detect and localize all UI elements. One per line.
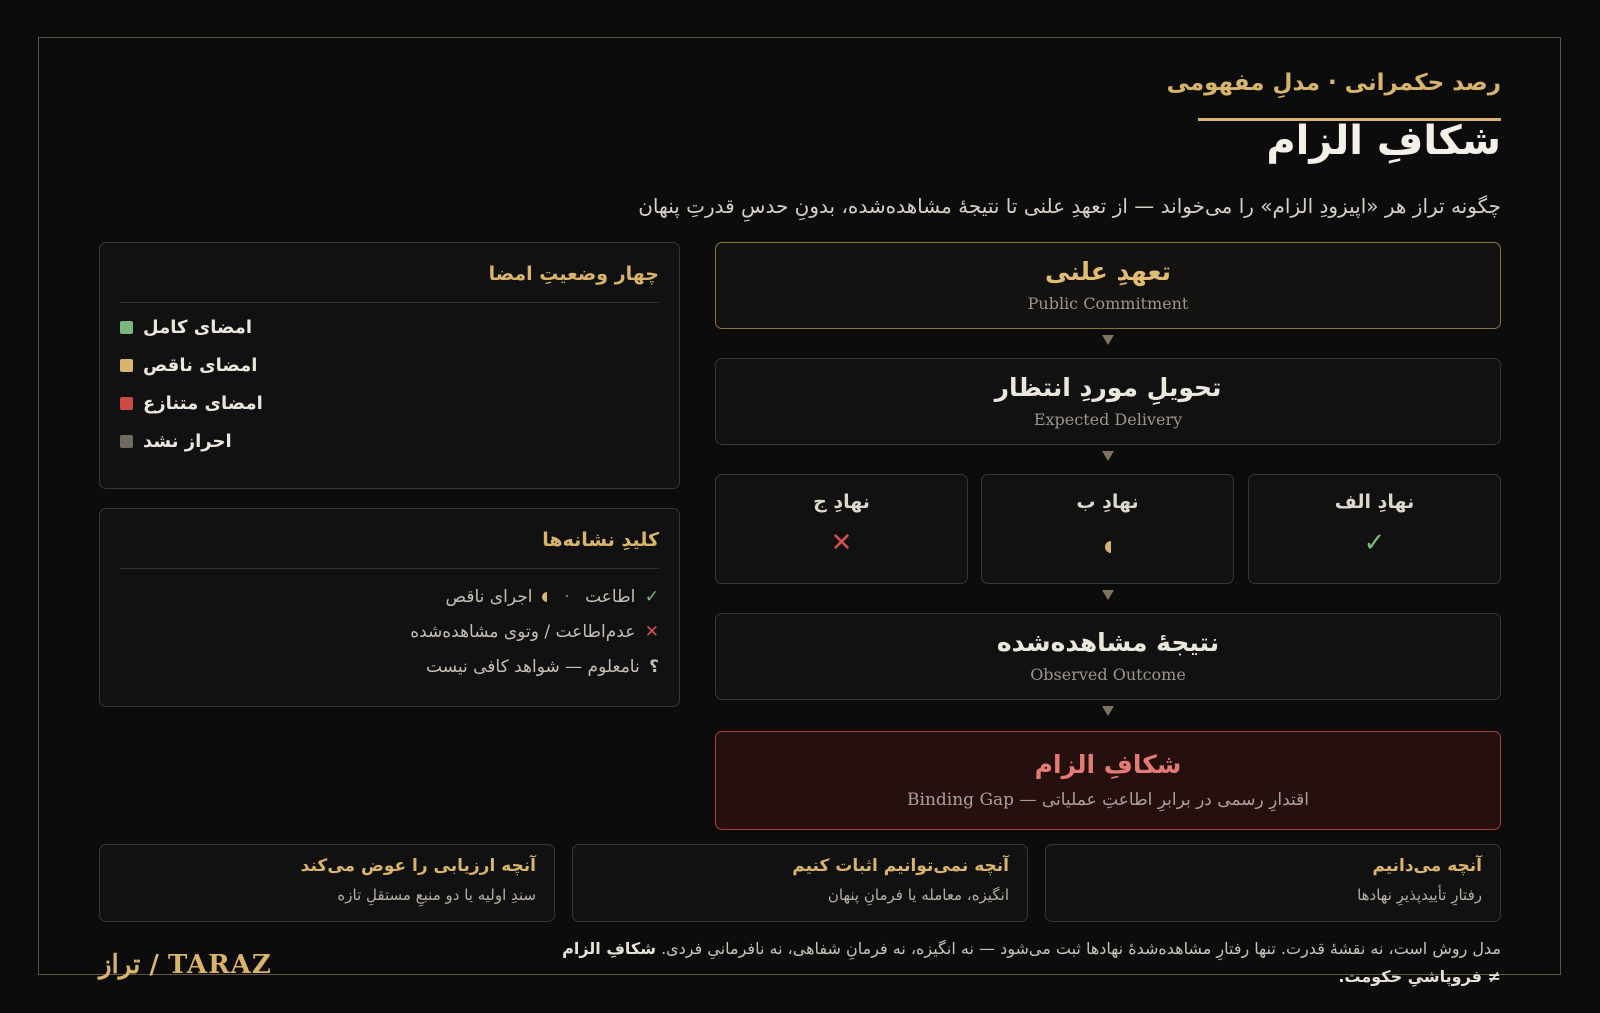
brand-logo: تراز / TARAZ xyxy=(99,950,272,980)
flow-box-binding-gap xyxy=(715,731,1501,830)
key-label: اطاعت xyxy=(585,587,636,607)
flow-box-delivery xyxy=(715,358,1501,445)
cross-icon: ✕ xyxy=(830,528,853,558)
key-label: عدم‌اطاعت / وتوی مشاهده‌شده xyxy=(410,622,636,642)
footnote xyxy=(551,935,1501,991)
institution-box-c xyxy=(715,474,968,584)
key-title: کلیدِ نشانه‌ها xyxy=(542,529,659,551)
legend-label: امضای ناقص xyxy=(143,355,258,376)
divider xyxy=(120,568,659,569)
divider xyxy=(120,302,659,303)
flow-box-outcome xyxy=(715,613,1501,700)
legend-item xyxy=(120,317,252,338)
legend-panel xyxy=(99,242,680,489)
card-title: آنچه ارزیابی را عوض می‌کند xyxy=(300,856,536,876)
swatch-icon xyxy=(120,435,133,448)
arrow-down-icon xyxy=(1102,706,1114,716)
gap-subtitle: اقتدارِ رسمی در برابرِ اطاعتِ عملیاتی — Binding Gap xyxy=(907,790,1309,810)
institution-name: نهادِ ب xyxy=(1076,491,1139,513)
swatch-icon xyxy=(120,397,133,410)
question-icon: ؟ xyxy=(649,657,659,677)
key-row-unknown xyxy=(426,657,659,677)
arrow-down-icon xyxy=(1102,590,1114,600)
commitment-subtitle: Public Commitment xyxy=(1027,294,1189,313)
institution-box-b xyxy=(981,474,1234,584)
card-text: رفتارِ تأییدپذیرِ نهادها xyxy=(1357,886,1482,904)
key-row-compliance xyxy=(446,587,659,607)
swatch-icon xyxy=(120,359,133,372)
key-label: نامعلوم — شواهد کافی نیست xyxy=(426,657,640,677)
commitment-title: تعهدِ علنی xyxy=(1045,257,1171,286)
card-title: آنچه می‌دانیم xyxy=(1372,856,1482,876)
outcome-subtitle: Observed Outcome xyxy=(1030,665,1186,684)
footnote-text: مدل روش است، نه نقشهٔ قدرت. تنها رفتارِ مشاهده‌شدهٔ نهادها ثبت می‌شود — نه انگیزه، نه فرمانِ شفاهی، نه نافرمانیِ فردی. xyxy=(661,939,1501,958)
footnote-emphasis: شکافِ الزام ≠ فروپاشیِ حکومت. xyxy=(562,939,1501,986)
card-what-we-cannot-prove xyxy=(572,844,1028,922)
legend-label: امضای کامل xyxy=(143,317,253,338)
swatch-icon xyxy=(120,321,133,334)
outcome-title: نتیجهٔ مشاهده‌شده xyxy=(996,628,1220,657)
key-panel xyxy=(99,508,680,707)
legend-label: امضای متنازع xyxy=(143,393,263,414)
legend-label: احراز نشد xyxy=(143,431,232,452)
kicker: رصد حکمرانی · مدلِ مفهومی xyxy=(1166,70,1501,96)
flow-box-commitment xyxy=(715,242,1501,329)
cross-icon: ✕ xyxy=(644,622,659,642)
key-label: اجرای ناقص xyxy=(445,587,533,607)
check-icon: ✓ xyxy=(1363,528,1386,558)
institution-box-a xyxy=(1248,474,1501,584)
card-text: انگیزه، معامله یا فرمانِ پنهان xyxy=(827,886,1009,904)
card-what-changes-assessment xyxy=(99,844,555,922)
institution-name: نهادِ الف xyxy=(1334,491,1415,513)
legend-item xyxy=(120,431,232,452)
legend-item xyxy=(120,393,263,414)
card-what-we-know xyxy=(1045,844,1501,922)
arrow-down-icon xyxy=(1102,335,1114,345)
card-text: سندِ اولیه یا دو منبعِ مستقلِ تازه xyxy=(337,886,536,904)
key-row-noncompliance xyxy=(410,622,659,642)
delivery-title: تحویلِ موردِ انتظار xyxy=(994,373,1222,402)
separator: · xyxy=(564,587,570,607)
legend-title: چهار وضعیتِ امضا xyxy=(488,263,659,285)
page-subtitle: چگونه تراز هر «اپیزودِ الزام» را می‌خواند — از تعهدِ علنی تا نتیجهٔ مشاهده‌شده، بدونِ حدسِ قدرتِ پنهان xyxy=(638,194,1501,218)
institution-name: نهادِ ج xyxy=(813,491,870,513)
gap-title: شکافِ الزام xyxy=(1034,750,1182,779)
half-circle-icon xyxy=(542,592,547,602)
card-title: آنچه نمی‌توانیم اثبات کنیم xyxy=(792,856,1009,876)
half-circle-icon xyxy=(982,528,1233,558)
legend-item xyxy=(120,355,257,376)
delivery-subtitle: Expected Delivery xyxy=(1033,410,1183,429)
page-title: شکافِ الزام xyxy=(1266,118,1501,164)
check-icon: ✓ xyxy=(644,587,659,607)
arrow-down-icon xyxy=(1102,451,1114,461)
